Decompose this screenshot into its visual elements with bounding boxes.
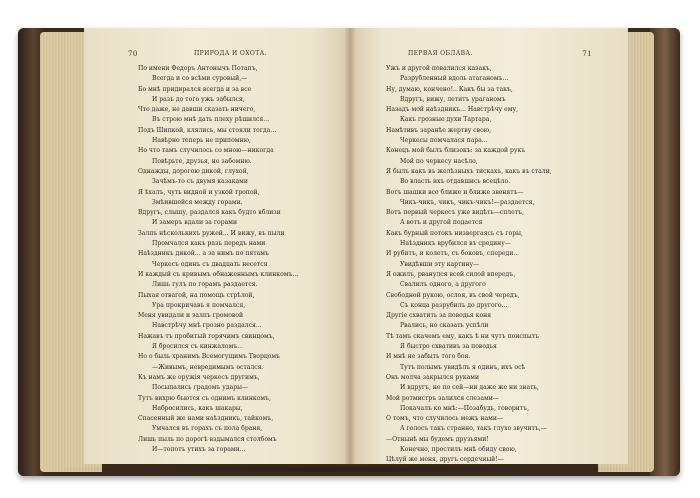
text-line: Разрубленный вдоль атаганомъ... [400, 75, 509, 83]
text-line: Вотъ шашки все ближе и ближе звенятъ— [386, 188, 524, 196]
text-line: Наѣздникъ дикой... а за нимъ по пятамъ [138, 250, 269, 258]
text-line: Пыхая отвагой, на помощь стрѣлой, [138, 291, 255, 299]
text-line: Мой по черкесу насѣло, [400, 157, 478, 165]
text-line: Меня увидали и залпъ громовой [138, 312, 244, 320]
text-line: И замеръ вдали за горами [152, 219, 238, 227]
text-line: Ну, думаю, кончено!.. Какъ бы за такъ, [386, 85, 513, 93]
text-line: Посыпались градомъ удары— [152, 384, 249, 392]
text-line: Я былъ какъ въ желѣзныхъ тискахъ, какъ въ стали, [386, 167, 552, 175]
text-line: Но о быль хранимъ Всемогущимъ Творцомъ [138, 353, 281, 361]
open-book [18, 22, 680, 480]
text-line: А голосъ такъ странно, такъ глухо звучитъ,— [400, 425, 547, 433]
text-line: Покачалъ ко мнѣ:—Позабудь, говоритъ, [400, 404, 530, 412]
text-line: Черкесы помчалася пара... [400, 137, 488, 145]
text-line: Во власть ихъ отдавшись всецѣло. [400, 178, 511, 186]
right-page-header [350, 50, 628, 62]
right-page [350, 28, 628, 464]
text-line: Онъ молча закрылся руками [386, 373, 480, 381]
right-page-text [386, 64, 601, 464]
text-line: Всегда и со всѣми суровый,— [152, 75, 248, 83]
text-line: Ура прокричавъ я помчался, [152, 301, 246, 309]
text-line: Лишь гулъ по горамъ раздается. [152, 281, 258, 289]
text-line: Чикъ-чикъ, чикъ, чикъ-чикъ!—раздается, [400, 198, 535, 206]
text-line: Какъ грозные духи Тартара, [400, 116, 492, 124]
text-line: Зачѣмъ-то съ двумя казаками [152, 178, 248, 186]
left-page-running-title: ПРИРОДА И ОХОТА. [194, 50, 267, 57]
text-line: И вдругъ, не по сей—ни даже же ни знать, [400, 384, 539, 392]
text-line: А вотъ и другой подается [400, 219, 483, 227]
text-line: Однажды, дорогою дикой, глухой, [138, 167, 249, 175]
text-line: Назадъ мой наѣздникъ... Навстрѣчу ему, [386, 106, 519, 114]
text-line: И каждый съ кривымъ обнаженнымъ клинкомъ... [138, 270, 299, 278]
text-line: Ужъ и другой повалился казакъ, [386, 65, 492, 72]
text-line: Свалилъ одного, а другого [400, 281, 486, 289]
text-line: Нажавъ тъ пробитый горячимъ свинцомъ, [138, 332, 275, 340]
text-line: Съ конца разрубилъ до другого... [400, 301, 508, 309]
text-line: —Отнынѣ мы будемъ друзьями! [386, 435, 489, 443]
text-line: Набросились, какъ шакары, [152, 404, 243, 412]
text-line: Подъ Шипкой, клялись, мы стояли тогда... [138, 126, 277, 134]
text-line: Конецъ мой былъ близокъ: за каждой рукъ [386, 147, 526, 155]
text-line: Намѣтивъ заранѣе жертву свою, [386, 126, 492, 134]
left-page-header [84, 50, 350, 62]
text-line: Въ строю мнѣ дать плеху рѣшился... [152, 116, 270, 124]
left-page-number: 70 [128, 50, 138, 58]
text-line: Лишь пыль по дорогѣ вздымался столбомъ [138, 435, 277, 443]
text-line: О томъ, что случилось межъ нами— [386, 415, 503, 423]
text-line: Свободной рукою, ослоя, въ свой чередъ, [386, 291, 520, 299]
book-gutter [344, 28, 356, 464]
text-line: Вотъ первый черкесъ уже видѣть—сплетъ, [386, 209, 524, 217]
right-page-number: 71 [582, 50, 592, 58]
cover-edge-right [650, 28, 680, 476]
text-line: Навстрѣчу мнѣ грозно раздался... [152, 322, 262, 330]
left-page-text [138, 64, 338, 455]
text-line: Черкесъ одинъ съ двадцать несется [152, 260, 268, 268]
text-line: И—топотъ утихъ за горами... [152, 445, 246, 453]
text-line: Тутъ полымъ увидѣлъ я одинъ, ихъ осѣ [400, 363, 526, 371]
text-line: Тутъ вихрю бьются съ однимъ клинкомъ, [138, 394, 271, 402]
text-line: Увидѣвши эту картину— [400, 260, 480, 268]
text-line: Умчался въ горахъ съ пола браня, [152, 425, 263, 433]
left-page [84, 28, 350, 464]
text-line: Но что тамъ случилось со мною—никогда [138, 147, 274, 155]
text-line: Я бросился съ кинжаломъ... [152, 343, 244, 351]
text-line: Вдругъ, слышу, раздался какъ будто вблизи [138, 209, 281, 217]
text-line: Вдругъ, вижу, летитъ урaганомъ [400, 95, 506, 103]
text-line: И рубитъ, и колетъ, съ боковъ, спереди... [386, 250, 520, 258]
text-line: Тѣ тамъ скачемъ ему, какъ ѣ ни чутъ поиспытъ [386, 332, 539, 340]
text-line: Бо мнѣ придирался всегда и за все [138, 85, 252, 93]
text-line: Къ намъ же оружія черкесъ другимъ, [138, 373, 260, 381]
text-line: Что даже, не давши сказать ничего, [138, 106, 256, 114]
text-line: Змѣившейся между горами. [152, 198, 243, 206]
text-line: Другіе схватить за поводья коня [386, 312, 492, 320]
text-line: Я ожилъ, рванулся всей силой впередъ, [386, 270, 516, 278]
right-page-running-title: ПЕРВАЯ ОБЛАВА. [408, 50, 473, 57]
text-line: Залпъ нѣсколькихъ ружей... И вижу, въ пыли [138, 229, 285, 237]
text-line: Мой ротмистръ залился слезами— [386, 394, 499, 402]
text-line: Я ѣхалъ, чуть видной и узкой тропой, [138, 188, 260, 196]
text-line: И мнѣ не забыть того боя. [386, 353, 471, 361]
text-line: Цѣлуй же меня, другъ сердечный!— [386, 456, 504, 464]
text-line: И разъ до того ужъ забылся, [152, 95, 245, 103]
text-line: Промчался какъ разъ передъ нами [152, 240, 266, 248]
text-line: Какъ бурный потокъ низвергаясь съ горы, [386, 229, 523, 237]
text-line: Наѣздникъ врубился въ средину— [400, 240, 511, 248]
book-shadow [48, 464, 650, 474]
text-line: По имени Федоръ Антонычъ Потапъ, [138, 65, 258, 72]
text-line: —Живымъ, невредимымъ остался. [152, 363, 264, 371]
text-line: Навѣрно теперь не припомню, [152, 137, 251, 145]
text-line: Рвались, но сказать успѣли [400, 322, 489, 330]
text-line: Я быстро схвативъ зa поводья [400, 343, 497, 351]
text-line: Конечно, простилъ мнѣ обиду свою, [400, 445, 517, 453]
text-line: Повѣрьте, друзья, не забомню. [152, 157, 252, 165]
text-line: Спасенный же нами наѣздникъ, тайкомъ, [138, 415, 274, 423]
